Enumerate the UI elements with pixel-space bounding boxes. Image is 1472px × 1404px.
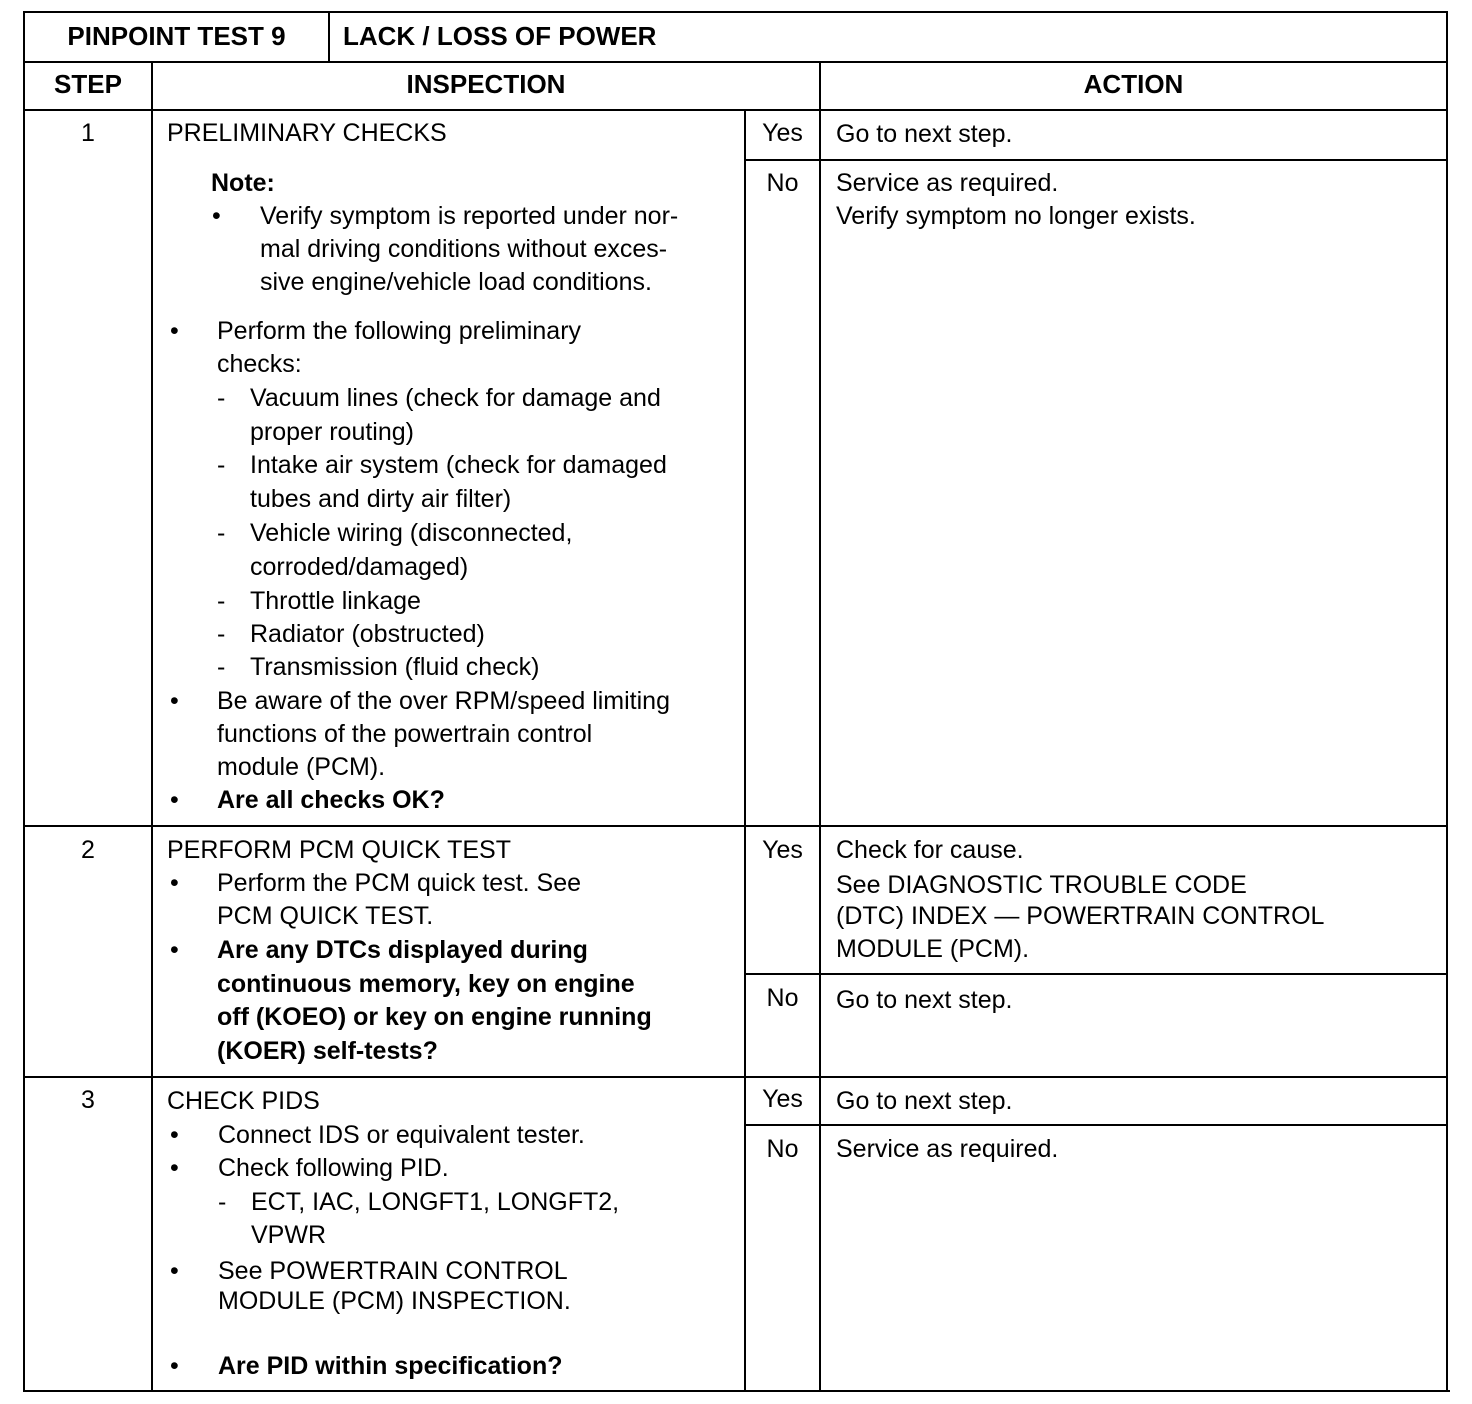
check-item: Vacuum lines (check for damage and: [250, 384, 661, 412]
yes-action-line: Go to next step.: [836, 1087, 1013, 1115]
instruction-line: Check following PID.: [218, 1154, 449, 1182]
pid-list: VPWR: [251, 1221, 326, 1249]
bullet-icon: •: [170, 1352, 179, 1380]
no-action-line: Verify symptom no longer exists.: [836, 202, 1196, 230]
note-line: Verify symptom is reported under nor-: [260, 202, 679, 230]
bullet-icon: •: [170, 869, 179, 897]
check-item: Vehicle wiring (disconnected,: [250, 519, 573, 547]
step3-yes-divider: [745, 1124, 1448, 1126]
test-name: LACK / LOSS OF POWER: [343, 21, 657, 51]
instruction-line: PCM QUICK TEST.: [217, 902, 434, 930]
instruction-line: MODULE (PCM) INSPECTION.: [218, 1287, 571, 1315]
table-border-right: [1446, 11, 1448, 1392]
dash-icon: -: [217, 451, 226, 479]
instruction-line: module (PCM).: [217, 753, 386, 781]
dash-icon: -: [217, 384, 226, 412]
note-line: mal driving conditions without exces-: [260, 235, 668, 263]
dash-icon: -: [217, 653, 226, 681]
step-question: off (KOEO) or key on engine running: [217, 1003, 652, 1031]
check-item: tubes and dirty air filter): [250, 485, 512, 513]
instruction-line: See POWERTRAIN CONTROL: [218, 1257, 568, 1285]
step-number: 1: [81, 119, 95, 147]
check-item: proper routing): [250, 418, 414, 446]
step-title: PERFORM PCM QUICK TEST: [167, 836, 512, 864]
yes-action-line: (DTC) INDEX — POWERTRAIN CONTROL: [836, 902, 1325, 930]
column-header-inspection: INSPECTION: [406, 69, 566, 99]
yes-action-line: Check for cause.: [836, 836, 1024, 864]
check-item: Intake air system (check for damaged: [250, 451, 667, 479]
column-header-action: ACTION: [1083, 69, 1184, 99]
step1-yes-divider: [745, 159, 1448, 161]
note-line: sive engine/vehicle load conditions.: [260, 268, 652, 296]
step1-bottom: [23, 825, 1448, 827]
yes-action-line: MODULE (PCM).: [836, 935, 1030, 963]
check-item: Transmission (fluid check): [250, 653, 540, 681]
instruction-line: Perform the following preliminary: [217, 317, 582, 345]
no-label: No: [766, 169, 799, 197]
title-row-bottom: [23, 61, 1448, 63]
dash-icon: -: [218, 1188, 227, 1216]
pid-list: ECT, IAC, LONGFT1, LONGFT2,: [251, 1188, 620, 1216]
no-action-line: Service as required.: [836, 169, 1059, 197]
step2-bottom: [23, 1076, 1448, 1078]
instruction-line: Connect IDS or equivalent tester.: [218, 1121, 585, 1149]
step-title: CHECK PIDS: [167, 1087, 320, 1115]
title-divider: [328, 11, 330, 62]
step-number: 3: [81, 1086, 95, 1114]
no-label: No: [766, 984, 799, 1012]
step2-yes-divider: [745, 973, 1448, 975]
step-column-divider: [151, 61, 153, 1391]
yes-label: Yes: [762, 119, 803, 147]
bullet-icon: •: [170, 1154, 179, 1182]
dash-icon: -: [217, 587, 226, 615]
no-label: No: [766, 1135, 799, 1163]
bullet-icon: •: [170, 1257, 179, 1285]
yesno-column-divider: [744, 109, 746, 1391]
bullet-icon: •: [170, 317, 179, 345]
action-column-divider: [819, 61, 821, 1391]
step-title: PRELIMINARY CHECKS: [167, 119, 447, 147]
dash-icon: -: [217, 519, 226, 547]
instruction-line: functions of the powertrain control: [217, 720, 593, 748]
yes-action-line: Go to next step.: [836, 120, 1013, 148]
yes-label: Yes: [762, 836, 803, 864]
yes-action-line: See DIAGNOSTIC TROUBLE CODE: [836, 871, 1247, 899]
instruction-line: checks:: [217, 350, 302, 378]
step-number: 2: [81, 836, 95, 864]
bullet-icon: •: [170, 687, 179, 715]
step-question: Are any DTCs displayed during: [217, 936, 588, 964]
bullet-icon: •: [170, 1121, 179, 1149]
no-action-line: Service as required.: [836, 1135, 1059, 1163]
check-item: Radiator (obstructed): [250, 620, 485, 648]
check-item: corroded/damaged): [250, 553, 469, 581]
test-id: PINPOINT TEST 9: [67, 21, 286, 51]
no-action-line: Go to next step.: [836, 986, 1013, 1014]
table-border-top: [23, 11, 1448, 13]
bullet-icon: •: [170, 936, 179, 964]
bullet-icon: •: [170, 786, 179, 814]
step-question: Are PID within specification?: [218, 1352, 563, 1380]
instruction-line: Perform the PCM quick test. See: [217, 869, 582, 897]
yes-label: Yes: [762, 1085, 803, 1113]
step-question: (KOER) self-tests?: [217, 1037, 438, 1065]
step-question: Are all checks OK?: [217, 786, 445, 814]
column-header-step: STEP: [54, 69, 122, 99]
check-item: Throttle linkage: [250, 587, 421, 615]
bullet-icon: •: [212, 202, 221, 230]
dash-icon: -: [217, 620, 226, 648]
note-label: Note:: [211, 169, 275, 197]
table-border-left: [23, 11, 25, 1392]
instruction-line: Be aware of the over RPM/speed limiting: [217, 687, 670, 715]
step-question: continuous memory, key on engine: [217, 970, 635, 998]
table-border-bottom: [23, 1390, 1450, 1392]
header-row-bottom: [23, 109, 1448, 111]
